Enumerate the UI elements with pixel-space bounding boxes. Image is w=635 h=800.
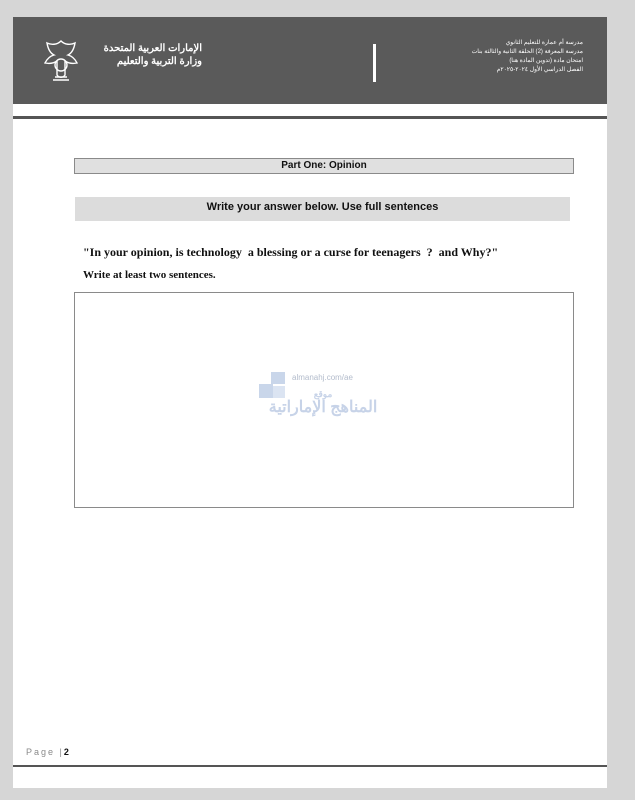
- watermark-line: المناهج الإماراتية: [268, 399, 378, 416]
- header-banner: [13, 17, 607, 104]
- question-text: "In your opinion, is technology a blessing or a curse for teenagers ? and Why?": [83, 245, 499, 259]
- school-line: امتحان مادة (تدوين المادة هنا): [509, 58, 583, 64]
- uae-emblem-icon: [41, 37, 81, 83]
- ministry-title: وزارة التربية والتعليم: [116, 56, 202, 67]
- header-divider: [373, 44, 376, 82]
- sub-instruction: Write at least two sentences.: [83, 269, 216, 281]
- instruction-banner: Write your answer below. Use full sentences: [75, 197, 570, 221]
- school-info: [453, 39, 583, 75]
- footer-rule: [13, 765, 607, 767]
- watermark-url: almanahj.com/ae: [292, 373, 353, 382]
- header-rule: [13, 116, 607, 119]
- page-separator: |: [59, 747, 64, 757]
- page-number-label: [26, 747, 69, 757]
- watermark-text: [263, 389, 383, 416]
- part-title: Part One: Opinion: [74, 158, 574, 174]
- ministry-name: [87, 42, 202, 68]
- page-number: 2: [63, 747, 69, 757]
- school-line: مدرسة المعرفة (2) الحلقة الثانية والثالثة بنات: [471, 49, 583, 55]
- page-label-text: Page: [26, 747, 56, 757]
- watermark-line: موقع: [313, 389, 333, 399]
- country-name: الإمارات العربية المتحدة: [103, 43, 202, 54]
- school-line: مدرسة أم عمارة للتعليم الثانوي: [505, 40, 583, 46]
- school-line: الفصل الدراسي الأول ٢٠٢٤-٢٠٢٥م: [496, 67, 583, 73]
- document-page: [13, 17, 607, 788]
